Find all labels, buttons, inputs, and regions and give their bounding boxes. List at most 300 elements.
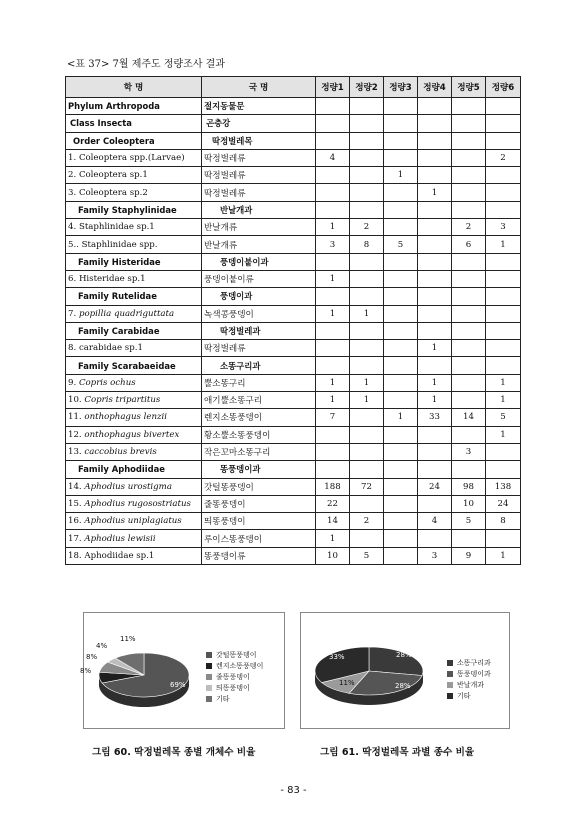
scientific-name-cell — [66, 478, 202, 495]
count-cell: 2 — [350, 219, 384, 236]
count-cell: 5 — [350, 547, 384, 564]
species-number: 15. — [68, 498, 82, 509]
taxon-group-row — [66, 115, 521, 132]
taxon-group-row — [66, 461, 521, 478]
count-cell — [418, 132, 452, 149]
pie-slice-label: 33% — [329, 653, 345, 661]
legend-item — [206, 693, 263, 704]
count-cell — [316, 115, 350, 132]
species-row — [66, 547, 521, 564]
korean-name-cell: 애기뿔소똥구리 — [202, 392, 316, 409]
count-cell — [384, 305, 418, 322]
legend-item — [447, 668, 491, 679]
count-cell — [384, 495, 418, 512]
count-cell — [350, 443, 384, 460]
scientific-name-cell: Class Insecta — [66, 115, 202, 132]
count-cell: 14 — [452, 409, 486, 426]
count-cell — [384, 98, 418, 115]
count-cell — [418, 530, 452, 547]
table-header-row — [66, 77, 521, 98]
count-cell — [486, 530, 521, 547]
species-number: 18. — [68, 550, 82, 561]
count-cell: 7 — [316, 409, 350, 426]
count-cell — [350, 115, 384, 132]
species-number: 2. — [68, 170, 77, 181]
page-number: - 83 - — [280, 785, 307, 796]
count-cell: 24 — [418, 478, 452, 495]
count-cell: 3 — [316, 236, 350, 253]
count-cell — [486, 184, 521, 201]
count-cell — [316, 461, 350, 478]
legend-swatch — [206, 652, 212, 658]
count-cell — [486, 443, 521, 460]
species-row — [66, 409, 521, 426]
count-cell — [384, 149, 418, 166]
species-row — [66, 219, 521, 236]
species-name: Coleoptera sp.2 — [78, 187, 148, 198]
species-row — [66, 149, 521, 166]
species-name: Staphlinidae spp. — [81, 239, 158, 250]
species-name: caccobius brevis — [84, 447, 157, 458]
korean-name-cell: 띄똥풍뎅이 — [202, 513, 316, 530]
figure-60-caption: 그림 60. 딱정벌레목 종별 개체수 비율 — [92, 747, 256, 758]
count-cell: 1 — [350, 392, 384, 409]
count-cell: 1 — [316, 305, 350, 322]
count-cell — [350, 495, 384, 512]
scientific-name-cell: Family Histeridae — [66, 253, 202, 270]
species-name: Aphodius rugosostriatus — [84, 498, 191, 509]
count-cell: 2 — [452, 219, 486, 236]
count-cell — [486, 270, 521, 287]
count-cell — [418, 270, 452, 287]
species-row — [66, 392, 521, 409]
korean-name-cell: 딱정벌레목 — [202, 132, 316, 149]
species-row — [66, 443, 521, 460]
count-cell — [316, 288, 350, 305]
legend-swatch — [447, 682, 453, 688]
count-cell — [316, 201, 350, 218]
legend-item — [447, 679, 491, 690]
count-cell: 1 — [486, 236, 521, 253]
count-cell: 2 — [486, 149, 521, 166]
count-cell: 188 — [316, 478, 350, 495]
count-cell — [350, 357, 384, 374]
count-cell — [384, 253, 418, 270]
count-cell — [316, 443, 350, 460]
count-cell — [384, 392, 418, 409]
species-number: 14. — [68, 481, 82, 492]
figure-61-caption: 그림 61. 딱정벌레목 과별 종수 비율 — [320, 747, 475, 758]
count-cell — [486, 167, 521, 184]
count-cell — [418, 98, 452, 115]
taxon-group-row — [66, 288, 521, 305]
count-cell: 1 — [316, 270, 350, 287]
species-row — [66, 530, 521, 547]
count-cell — [350, 201, 384, 218]
count-cell — [350, 288, 384, 305]
count-cell: 2 — [350, 513, 384, 530]
count-cell — [418, 443, 452, 460]
scientific-name-cell — [66, 495, 202, 512]
count-cell — [418, 288, 452, 305]
scientific-name-cell: Phylum Arthropoda — [66, 98, 202, 115]
legend-swatch — [447, 671, 453, 677]
count-cell — [418, 461, 452, 478]
count-cell — [486, 340, 521, 357]
count-cell — [384, 530, 418, 547]
count-cell: 10 — [452, 495, 486, 512]
count-cell — [452, 530, 486, 547]
count-cell: 5 — [486, 409, 521, 426]
count-cell — [316, 357, 350, 374]
scientific-name-cell — [66, 443, 202, 460]
korean-name-cell: 딱정벌레류 — [202, 167, 316, 184]
legend-item — [447, 690, 491, 701]
korean-name-cell: 풍뎅이붙이류 — [202, 270, 316, 287]
species-name: carabidae sp.1 — [78, 343, 143, 354]
header-quant-6: 정량6 — [486, 77, 521, 98]
korean-name-cell: 녹색콩풍뎅이 — [202, 305, 316, 322]
count-cell — [418, 322, 452, 339]
korean-name-cell: 뿔소똥구리 — [202, 374, 316, 391]
species-name: Aphodius urostigma — [84, 481, 172, 492]
count-cell — [384, 340, 418, 357]
species-number: 7. — [68, 308, 77, 319]
legend-swatch — [206, 663, 212, 669]
count-cell — [384, 132, 418, 149]
korean-name-cell: 딱정벌레류 — [202, 184, 316, 201]
count-cell — [350, 98, 384, 115]
count-cell: 1 — [384, 167, 418, 184]
count-cell: 1 — [486, 426, 521, 443]
korean-name-cell: 딱정벌레류 — [202, 149, 316, 166]
count-cell — [316, 340, 350, 357]
taxon-group-row — [66, 98, 521, 115]
count-cell — [452, 184, 486, 201]
pie-slice-label: 69% — [170, 681, 186, 689]
count-cell: 24 — [486, 495, 521, 512]
header-quant-1: 정량1 — [316, 77, 350, 98]
species-name: Copris ochus — [78, 377, 136, 388]
scientific-name-cell — [66, 392, 202, 409]
species-number: 1. — [68, 153, 77, 164]
korean-name-cell: 딱정벌레류 — [202, 340, 316, 357]
taxon-group-row — [66, 132, 521, 149]
chart-61-frame — [300, 612, 510, 729]
species-number: 5.. — [68, 239, 79, 250]
taxon-group-row — [66, 253, 521, 270]
count-cell: 1 — [418, 392, 452, 409]
legend-item — [206, 649, 263, 660]
species-row — [66, 495, 521, 512]
count-cell — [384, 547, 418, 564]
count-cell: 1 — [486, 374, 521, 391]
pie-slice-label: 8% — [86, 653, 98, 661]
count-cell: 1 — [316, 374, 350, 391]
scientific-name-cell — [66, 219, 202, 236]
count-cell: 1 — [486, 392, 521, 409]
count-cell — [486, 461, 521, 478]
count-cell — [486, 253, 521, 270]
scientific-name-cell — [66, 374, 202, 391]
count-cell — [316, 98, 350, 115]
header-quant-3: 정량3 — [384, 77, 418, 98]
scientific-name-cell — [66, 305, 202, 322]
count-cell — [418, 495, 452, 512]
scientific-name-cell: Order Coleoptera — [66, 132, 202, 149]
count-cell — [452, 392, 486, 409]
count-cell: 1 — [350, 305, 384, 322]
species-number: 9. — [68, 377, 77, 388]
count-cell — [452, 132, 486, 149]
scientific-name-cell — [66, 149, 202, 166]
count-cell — [452, 149, 486, 166]
species-row — [66, 340, 521, 357]
count-cell — [316, 184, 350, 201]
korean-name-cell: 작은꼬마소똥구리 — [202, 443, 316, 460]
species-name: Aphodius uniplagiatus — [84, 516, 182, 527]
legend-item — [206, 671, 263, 682]
count-cell — [350, 167, 384, 184]
legend-label: 띄똥풍뎅이 — [216, 683, 250, 692]
count-cell — [452, 270, 486, 287]
species-name: Copris tripartitus — [84, 395, 161, 406]
count-cell — [384, 219, 418, 236]
count-cell — [418, 201, 452, 218]
korean-name-cell: 줄똥풍뎅이 — [202, 495, 316, 512]
count-cell: 72 — [350, 478, 384, 495]
pie-slice-label: 11% — [339, 679, 355, 687]
header-quant-4: 정량4 — [418, 77, 452, 98]
count-cell — [316, 253, 350, 270]
count-cell — [350, 132, 384, 149]
count-cell — [452, 322, 486, 339]
count-cell: 1 — [486, 547, 521, 564]
count-cell — [350, 270, 384, 287]
legend-swatch — [206, 696, 212, 702]
korean-name-cell: 딱정벌레과 — [202, 322, 316, 339]
legend-swatch — [447, 660, 453, 666]
species-row — [66, 426, 521, 443]
count-cell: 1 — [418, 374, 452, 391]
header-quant-5: 정량5 — [452, 77, 486, 98]
count-cell: 3 — [452, 443, 486, 460]
species-name: onthophagus bivertex — [84, 429, 180, 440]
count-cell: 1 — [316, 530, 350, 547]
count-cell — [350, 253, 384, 270]
count-cell — [452, 305, 486, 322]
count-cell — [418, 115, 452, 132]
count-cell — [316, 322, 350, 339]
count-cell — [452, 253, 486, 270]
count-cell: 33 — [418, 409, 452, 426]
pie-slice-label: 11% — [120, 635, 136, 643]
count-cell — [452, 115, 486, 132]
chart-61-legend — [447, 657, 491, 701]
count-cell — [486, 288, 521, 305]
scientific-name-cell: Family Staphylinidae — [66, 201, 202, 218]
count-cell: 1 — [316, 219, 350, 236]
count-cell — [486, 98, 521, 115]
legend-label: 갓털똥풍뎅이 — [216, 650, 257, 659]
legend-label: 렌지소똥풍뎅이 — [216, 661, 264, 670]
korean-name-cell: 풍뎅이붙이과 — [202, 253, 316, 270]
chart-60-legend — [206, 649, 263, 704]
count-cell — [316, 132, 350, 149]
count-cell — [350, 322, 384, 339]
korean-name-cell: 똥풍뎅이과 — [202, 461, 316, 478]
species-row — [66, 236, 521, 253]
count-cell — [418, 219, 452, 236]
count-cell: 1 — [350, 374, 384, 391]
species-name: Coleoptera sp.1 — [78, 170, 148, 181]
scientific-name-cell: Family Carabidae — [66, 322, 202, 339]
count-cell — [350, 340, 384, 357]
species-number: 8. — [68, 343, 77, 354]
korean-name-cell: 반날개류 — [202, 236, 316, 253]
taxon-group-row — [66, 322, 521, 339]
korean-name-cell: 황소뿔소똥풍뎅이 — [202, 426, 316, 443]
species-row — [66, 305, 521, 322]
count-cell: 14 — [316, 513, 350, 530]
count-cell — [486, 305, 521, 322]
scientific-name-cell — [66, 426, 202, 443]
species-number: 3. — [68, 187, 77, 198]
count-cell — [384, 115, 418, 132]
korean-name-cell: 반날개과 — [202, 201, 316, 218]
count-cell — [486, 115, 521, 132]
species-number: 16. — [68, 516, 82, 527]
legend-label: 기타 — [457, 691, 471, 700]
count-cell — [350, 149, 384, 166]
count-cell — [486, 322, 521, 339]
pie-slice-label: 28% — [396, 651, 412, 659]
count-cell — [452, 98, 486, 115]
species-name: Aphodius lewisii — [84, 533, 156, 544]
count-cell — [418, 149, 452, 166]
species-row — [66, 270, 521, 287]
scientific-name-cell — [66, 409, 202, 426]
species-name: Coleoptera spp.(Larvae) — [78, 153, 185, 164]
pie-slice-label: 28% — [395, 682, 411, 690]
species-number: 12. — [68, 429, 82, 440]
count-cell — [452, 288, 486, 305]
count-cell — [452, 374, 486, 391]
count-cell: 5 — [384, 236, 418, 253]
count-cell: 98 — [452, 478, 486, 495]
species-name: popillia quadriguttata — [78, 308, 175, 319]
korean-name-cell: 절지동물문 — [202, 98, 316, 115]
count-cell — [384, 270, 418, 287]
species-row — [66, 478, 521, 495]
legend-item — [206, 660, 263, 671]
korean-name-cell: 소똥구리과 — [202, 357, 316, 374]
count-cell — [384, 288, 418, 305]
count-cell — [418, 357, 452, 374]
korean-name-cell: 똥풍뎅이류 — [202, 547, 316, 564]
header-scientific-name: 학 명 — [66, 77, 202, 98]
count-cell — [452, 167, 486, 184]
korean-name-cell: 풍뎅이과 — [202, 288, 316, 305]
count-cell — [418, 236, 452, 253]
korean-name-cell: 렌지소똥풍뎅이 — [202, 409, 316, 426]
pie-slice-label: 4% — [96, 642, 108, 650]
scientific-name-cell — [66, 236, 202, 253]
species-name: onthophagus lenzii — [84, 412, 168, 423]
species-name: Aphodiidae sp.1 — [84, 550, 155, 561]
count-cell — [452, 357, 486, 374]
scientific-name-cell — [66, 547, 202, 564]
count-cell — [316, 426, 350, 443]
count-cell: 4 — [316, 149, 350, 166]
count-cell — [384, 184, 418, 201]
species-name: Histeridae sp.1 — [78, 274, 146, 285]
count-cell — [418, 426, 452, 443]
count-cell — [350, 426, 384, 443]
count-cell — [384, 461, 418, 478]
species-number: 4. — [68, 222, 77, 233]
scientific-name-cell — [66, 167, 202, 184]
count-cell: 8 — [350, 236, 384, 253]
count-cell — [486, 132, 521, 149]
count-cell — [384, 322, 418, 339]
count-cell — [384, 374, 418, 391]
species-row — [66, 184, 521, 201]
legend-swatch — [206, 674, 212, 680]
count-cell — [350, 409, 384, 426]
count-cell — [452, 340, 486, 357]
header-korean-name: 국 명 — [202, 77, 316, 98]
count-cell — [384, 478, 418, 495]
species-number: 13. — [68, 447, 82, 458]
count-cell — [452, 201, 486, 218]
count-cell — [350, 184, 384, 201]
table-body — [66, 98, 521, 565]
species-name: Staphlinidae sp.1 — [78, 222, 155, 233]
legend-label: 줄똥풍뎅이 — [216, 672, 250, 681]
legend-item — [447, 657, 491, 668]
korean-name-cell: 곤충강 — [202, 115, 316, 132]
count-cell: 3 — [418, 547, 452, 564]
count-cell: 1 — [316, 392, 350, 409]
legend-label: 반날개과 — [457, 680, 485, 689]
count-cell: 10 — [316, 547, 350, 564]
survey-table — [65, 76, 521, 565]
species-number: 11. — [68, 412, 82, 423]
count-cell — [418, 253, 452, 270]
species-row — [66, 513, 521, 530]
count-cell: 8 — [486, 513, 521, 530]
header-quant-2: 정량2 — [350, 77, 384, 98]
scientific-name-cell — [66, 340, 202, 357]
korean-name-cell: 갓털똥풍뎅이 — [202, 478, 316, 495]
scientific-name-cell — [66, 530, 202, 547]
legend-swatch — [447, 693, 453, 699]
count-cell: 1 — [418, 184, 452, 201]
count-cell — [486, 357, 521, 374]
scientific-name-cell: Family Aphodiidae — [66, 461, 202, 478]
scientific-name-cell: Family Scarabaeidae — [66, 357, 202, 374]
pie-slice-label: 8% — [80, 667, 92, 675]
legend-label: 똥풍뎅이과 — [457, 669, 491, 678]
species-number: 10. — [68, 395, 82, 406]
count-cell — [384, 201, 418, 218]
korean-name-cell: 루이스똥풍뎅이 — [202, 530, 316, 547]
scientific-name-cell — [66, 513, 202, 530]
scientific-name-cell: Family Rutelidae — [66, 288, 202, 305]
count-cell: 5 — [452, 513, 486, 530]
count-cell: 22 — [316, 495, 350, 512]
